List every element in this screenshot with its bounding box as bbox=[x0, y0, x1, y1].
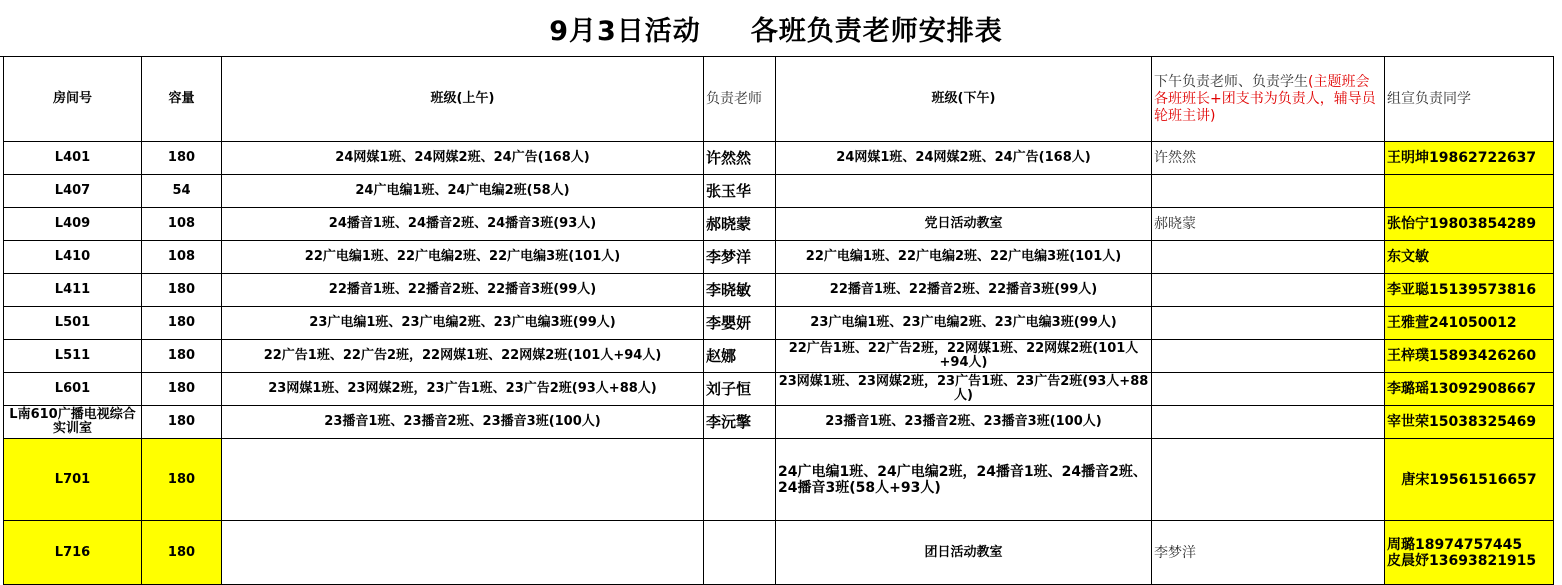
pm-class-cell: 23网媒1班、23网媒2班，23广告1班、23广告2班(93人+88人) bbox=[776, 373, 1152, 406]
header-teacher: 负责老师 bbox=[704, 57, 776, 142]
am-class-cell: 24播音1班、24播音2班、24播音3班(93人) bbox=[222, 208, 704, 241]
pm-class-cell: 团日活动教室 bbox=[776, 521, 1152, 585]
student-cell: 东文敏 bbox=[1385, 241, 1554, 274]
pm-teacher-cell bbox=[1152, 439, 1385, 521]
student-cell: 王明坤19862722637 bbox=[1385, 142, 1554, 175]
table-row bbox=[4, 439, 1554, 521]
room-cell: L410 bbox=[4, 241, 142, 274]
pm-teacher-cell: 郝晓蒙 bbox=[1152, 208, 1385, 241]
room-cell: L401 bbox=[4, 142, 142, 175]
header-pm-class: 班级(下午) bbox=[776, 57, 1152, 142]
header-capacity: 容量 bbox=[142, 57, 222, 142]
capacity-cell: 180 bbox=[142, 521, 222, 585]
am-class-cell: 24广电编1班、24广电编2班(58人) bbox=[222, 175, 704, 208]
header-room: 房间号 bbox=[4, 57, 142, 142]
pm-class-cell: 23播音1班、23播音2班、23播音3班(100人) bbox=[776, 406, 1152, 439]
teacher-cell: 李嬰妍 bbox=[704, 307, 776, 340]
pm-teacher-cell bbox=[1152, 340, 1385, 373]
capacity-cell: 180 bbox=[142, 274, 222, 307]
student-cell: 宰世荣15038325469 bbox=[1385, 406, 1554, 439]
header-pm-teacher bbox=[1152, 57, 1385, 142]
student-name-2: 皮晨妤13693821915 bbox=[1387, 552, 1537, 569]
room-cell: L411 bbox=[4, 274, 142, 307]
capacity-cell: 180 bbox=[142, 142, 222, 175]
table-row bbox=[4, 274, 1554, 307]
schedule-table bbox=[3, 56, 1554, 585]
table-row bbox=[4, 521, 1554, 585]
student-name-1: 周璐18974757445 bbox=[1387, 536, 1523, 553]
pm-class-cell bbox=[776, 175, 1152, 208]
capacity-cell: 108 bbox=[142, 241, 222, 274]
pm-teacher-cell bbox=[1152, 406, 1385, 439]
pm-teacher-cell bbox=[1152, 241, 1385, 274]
table-row bbox=[4, 373, 1554, 406]
capacity-cell: 180 bbox=[142, 439, 222, 521]
room-cell: L南610广播电视综合实训室 bbox=[4, 406, 142, 439]
am-class-cell: 22播音1班、22播音2班、22播音3班(99人) bbox=[222, 274, 704, 307]
capacity-cell: 108 bbox=[142, 208, 222, 241]
capacity-cell: 180 bbox=[142, 373, 222, 406]
room-cell: L601 bbox=[4, 373, 142, 406]
capacity-cell: 180 bbox=[142, 406, 222, 439]
teacher-cell: 许然然 bbox=[704, 142, 776, 175]
capacity-cell: 54 bbox=[142, 175, 222, 208]
student-cell: 李亚聪15139573816 bbox=[1385, 274, 1554, 307]
teacher-cell: 李沅擎 bbox=[704, 406, 776, 439]
title-date: 9月3日活动 bbox=[549, 15, 701, 47]
header-pm-teacher-note: (主题班会 各班班长+团支书为负责人，辅导员轮班主讲) bbox=[1154, 73, 1384, 124]
am-class-cell: 22广电编1班、22广电编2班、22广电编3班(101人) bbox=[222, 241, 704, 274]
room-cell: L501 bbox=[4, 307, 142, 340]
am-class-cell bbox=[222, 521, 704, 585]
teacher-cell: 张玉华 bbox=[704, 175, 776, 208]
header-pm-teacher-label: 下午负责老师、负责学生 bbox=[1154, 73, 1308, 90]
title-main: 各班负责老师安排表 bbox=[750, 15, 1003, 47]
pm-teacher-cell bbox=[1152, 307, 1385, 340]
table-row bbox=[4, 175, 1554, 208]
teacher-cell: 李梦洋 bbox=[704, 241, 776, 274]
teacher-cell: 郝晓蒙 bbox=[704, 208, 776, 241]
student-cell: 李璐瑶13092908667 bbox=[1385, 373, 1554, 406]
pm-teacher-cell bbox=[1152, 175, 1385, 208]
pm-class-cell: 22广电编1班、22广电编2班、22广电编3班(101人) bbox=[776, 241, 1152, 274]
am-class-cell: 23播音1班、23播音2班、23播音3班(100人) bbox=[222, 406, 704, 439]
room-cell: L701 bbox=[4, 439, 142, 521]
table-row bbox=[4, 406, 1554, 439]
pm-teacher-cell: 许然然 bbox=[1152, 142, 1385, 175]
table-row bbox=[4, 340, 1554, 373]
room-cell: L409 bbox=[4, 208, 142, 241]
room-cell: L716 bbox=[4, 521, 142, 585]
am-class-cell bbox=[222, 439, 704, 521]
pm-teacher-cell bbox=[1152, 274, 1385, 307]
student-cell: 王雅萱241050012 bbox=[1385, 307, 1554, 340]
student-cell: 张怡宁19803854289 bbox=[1385, 208, 1554, 241]
pm-class-cell: 23广电编1班、23广电编2班、23广电编3班(99人) bbox=[776, 307, 1152, 340]
table-row bbox=[4, 208, 1554, 241]
page-title bbox=[0, 0, 1552, 57]
capacity-cell: 180 bbox=[142, 307, 222, 340]
header-row bbox=[4, 57, 1554, 142]
am-class-cell: 24网媒1班、24网媒2班、24广告(168人) bbox=[222, 142, 704, 175]
student-cell: 唐宋19561516657 bbox=[1385, 439, 1554, 521]
teacher-cell bbox=[704, 439, 776, 521]
pm-class-cell: 22播音1班、22播音2班、22播音3班(99人) bbox=[776, 274, 1152, 307]
pm-class-cell: 党日活动教室 bbox=[776, 208, 1152, 241]
teacher-cell bbox=[704, 521, 776, 585]
teacher-cell: 李晓敏 bbox=[704, 274, 776, 307]
pm-teacher-cell bbox=[1152, 373, 1385, 406]
pm-class-cell: 22广告1班、22广告2班，22网媒1班、22网媒2班(101人+94人) bbox=[776, 340, 1152, 373]
student-cell: 王梓璞15893426260 bbox=[1385, 340, 1554, 373]
am-class-cell: 22广告1班、22广告2班，22网媒1班、22网媒2班(101人+94人) bbox=[222, 340, 704, 373]
table-row bbox=[4, 142, 1554, 175]
student-cell bbox=[1385, 175, 1554, 208]
pm-teacher-cell: 李梦洋 bbox=[1152, 521, 1385, 585]
student-cell bbox=[1385, 521, 1554, 585]
pm-class-cell: 24网媒1班、24网媒2班、24广告(168人) bbox=[776, 142, 1152, 175]
header-am-class: 班级(上午) bbox=[222, 57, 704, 142]
room-cell: L407 bbox=[4, 175, 142, 208]
capacity-cell: 180 bbox=[142, 340, 222, 373]
room-cell: L511 bbox=[4, 340, 142, 373]
am-class-cell: 23广电编1班、23广电编2班、23广电编3班(99人) bbox=[222, 307, 704, 340]
teacher-cell: 赵娜 bbox=[704, 340, 776, 373]
teacher-cell: 刘子恒 bbox=[704, 373, 776, 406]
table-row bbox=[4, 241, 1554, 274]
am-class-cell: 23网媒1班、23网媒2班，23广告1班、23广告2班(93人+88人) bbox=[222, 373, 704, 406]
header-student: 组宣负责同学 bbox=[1385, 57, 1554, 142]
pm-class-cell: 24广电编1班、24广电编2班，24播音1班、24播音2班、24播音3班(58人+93人) bbox=[776, 439, 1152, 521]
table-row bbox=[4, 307, 1554, 340]
